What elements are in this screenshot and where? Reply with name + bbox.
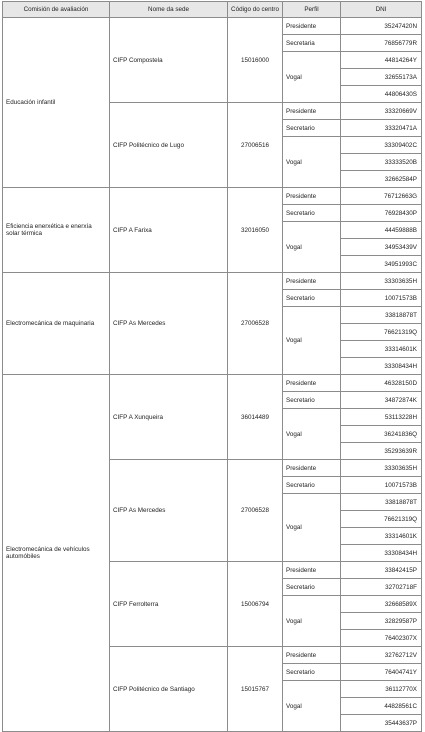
dni-cell: 44459888B [341, 222, 422, 239]
table-row [3, 18, 422, 35]
dni-cell: 35293639R [341, 443, 422, 460]
perfil-cell: Presidente [283, 103, 341, 120]
header-row [3, 2, 422, 18]
perfil-cell: Vogal [283, 137, 341, 188]
perfil-cell: Secretario [283, 290, 341, 307]
perfil-cell: Vogal [283, 222, 341, 273]
perfil-cell: Presidente [283, 18, 341, 35]
dni-cell: 33308434H [341, 358, 422, 375]
sede-name-cell: CIFP A Farixa [110, 188, 228, 273]
dni-cell: 32668589X [341, 596, 422, 613]
sede-name-cell: CIFP As Mercedes [110, 273, 228, 375]
dni-cell: 76621319Q [341, 324, 422, 341]
perfil-cell: Secretario [283, 477, 341, 494]
dni-cell: 76712663G [341, 188, 422, 205]
table-row [3, 273, 422, 290]
header-perfil: Perfil [283, 2, 341, 18]
commission-cell: Electromecánica de maquinaria [3, 273, 110, 375]
table-body [3, 18, 422, 732]
table-header [3, 2, 422, 18]
centre-code-cell: 15016000 [228, 18, 283, 103]
dni-cell: 33333520B [341, 154, 422, 171]
perfil-cell: Vogal [283, 409, 341, 460]
dni-cell: 34951993C [341, 256, 422, 273]
perfil-cell: Presidente [283, 375, 341, 392]
dni-cell: 32662584P [341, 171, 422, 188]
perfil-cell: Vogal [283, 681, 341, 732]
dni-cell: 36112770X [341, 681, 422, 698]
perfil-cell: Presidente [283, 273, 341, 290]
dni-cell: 34953439V [341, 239, 422, 256]
dni-cell: 33314601K [341, 528, 422, 545]
header-dni: DNI [341, 2, 422, 18]
dni-cell: 32829587P [341, 613, 422, 630]
perfil-cell: Vogal [283, 52, 341, 103]
dni-cell: 53113228H [341, 409, 422, 426]
dni-cell: 10071573B [341, 477, 422, 494]
perfil-cell: Secretario [283, 579, 341, 596]
perfil-cell: Secretario [283, 205, 341, 222]
perfil-cell: Vogal [283, 307, 341, 375]
centre-code-cell: 32016050 [228, 188, 283, 273]
dni-cell: 36241836Q [341, 426, 422, 443]
dni-cell: 33309402C [341, 137, 422, 154]
dni-cell: 44828561C [341, 698, 422, 715]
dni-cell: 44806430S [341, 86, 422, 103]
dni-cell: 10071573B [341, 290, 422, 307]
header-sede: Nome da sede [110, 2, 228, 18]
dni-cell: 33818878T [341, 307, 422, 324]
sede-name-cell: CIFP Compostela [110, 18, 228, 103]
dni-cell: 76402307X [341, 630, 422, 647]
perfil-cell: Vogal [283, 596, 341, 647]
centre-code-cell: 36014489 [228, 375, 283, 460]
dni-cell: 33818878T [341, 494, 422, 511]
centre-code-cell: 27006528 [228, 460, 283, 562]
centre-code-cell: 27006516 [228, 103, 283, 188]
dni-cell: 33308434H [341, 545, 422, 562]
dni-cell: 35443637P [341, 715, 422, 732]
dni-cell: 33314601K [341, 341, 422, 358]
perfil-cell: Presidente [283, 647, 341, 664]
dni-cell: 46328150D [341, 375, 422, 392]
centre-code-cell: 15006794 [228, 562, 283, 647]
document-page [2, 1, 422, 732]
dni-cell: 35247420N [341, 18, 422, 35]
table-row [3, 375, 422, 392]
dni-cell: 76856779R [341, 35, 422, 52]
perfil-cell: Vogal [283, 494, 341, 562]
dni-cell: 34872874K [341, 392, 422, 409]
sede-name-cell: CIFP Ferrolterra [110, 562, 228, 647]
perfil-cell: Presidente [283, 562, 341, 579]
header-comision: Comisión de avaliación [3, 2, 110, 18]
perfil-cell: Secretario [283, 392, 341, 409]
sede-name-cell: CIFP Politécnico de Lugo [110, 103, 228, 188]
perfil-cell: Presidente [283, 188, 341, 205]
commission-cell: Electromecánica de vehículos automóbiles [3, 375, 110, 732]
sede-name-cell: CIFP A Xunqueira [110, 375, 228, 460]
dni-cell: 32655173A [341, 69, 422, 86]
dni-cell: 33320669V [341, 103, 422, 120]
dni-cell: 44814264Y [341, 52, 422, 69]
dni-cell: 32762712V [341, 647, 422, 664]
dni-cell: 33303635H [341, 273, 422, 290]
dni-cell: 33842415P [341, 562, 422, 579]
perfil-cell: Secretario [283, 664, 341, 681]
dni-cell: 76621319Q [341, 511, 422, 528]
commission-cell: Eficiencia enerxética e enerxía solar térmica [3, 188, 110, 273]
perfil-cell: Secretaria [283, 35, 341, 52]
perfil-cell: Presidente [283, 460, 341, 477]
sede-name-cell: CIFP As Mercedes [110, 460, 228, 562]
perfil-cell: Secretario [283, 120, 341, 137]
centre-code-cell: 27006528 [228, 273, 283, 375]
dni-cell: 76928430P [341, 205, 422, 222]
dni-cell: 33303635H [341, 460, 422, 477]
dni-cell: 32702718F [341, 579, 422, 596]
sede-name-cell: CIFP Politécnico de Santiago [110, 647, 228, 732]
dni-cell: 76404741Y [341, 664, 422, 681]
header-codigo: Código do centro [228, 2, 283, 18]
commissions-table [2, 1, 422, 732]
table-row [3, 188, 422, 205]
dni-cell: 33320471A [341, 120, 422, 137]
commission-cell: Educación infantil [3, 18, 110, 188]
centre-code-cell: 15015767 [228, 647, 283, 732]
